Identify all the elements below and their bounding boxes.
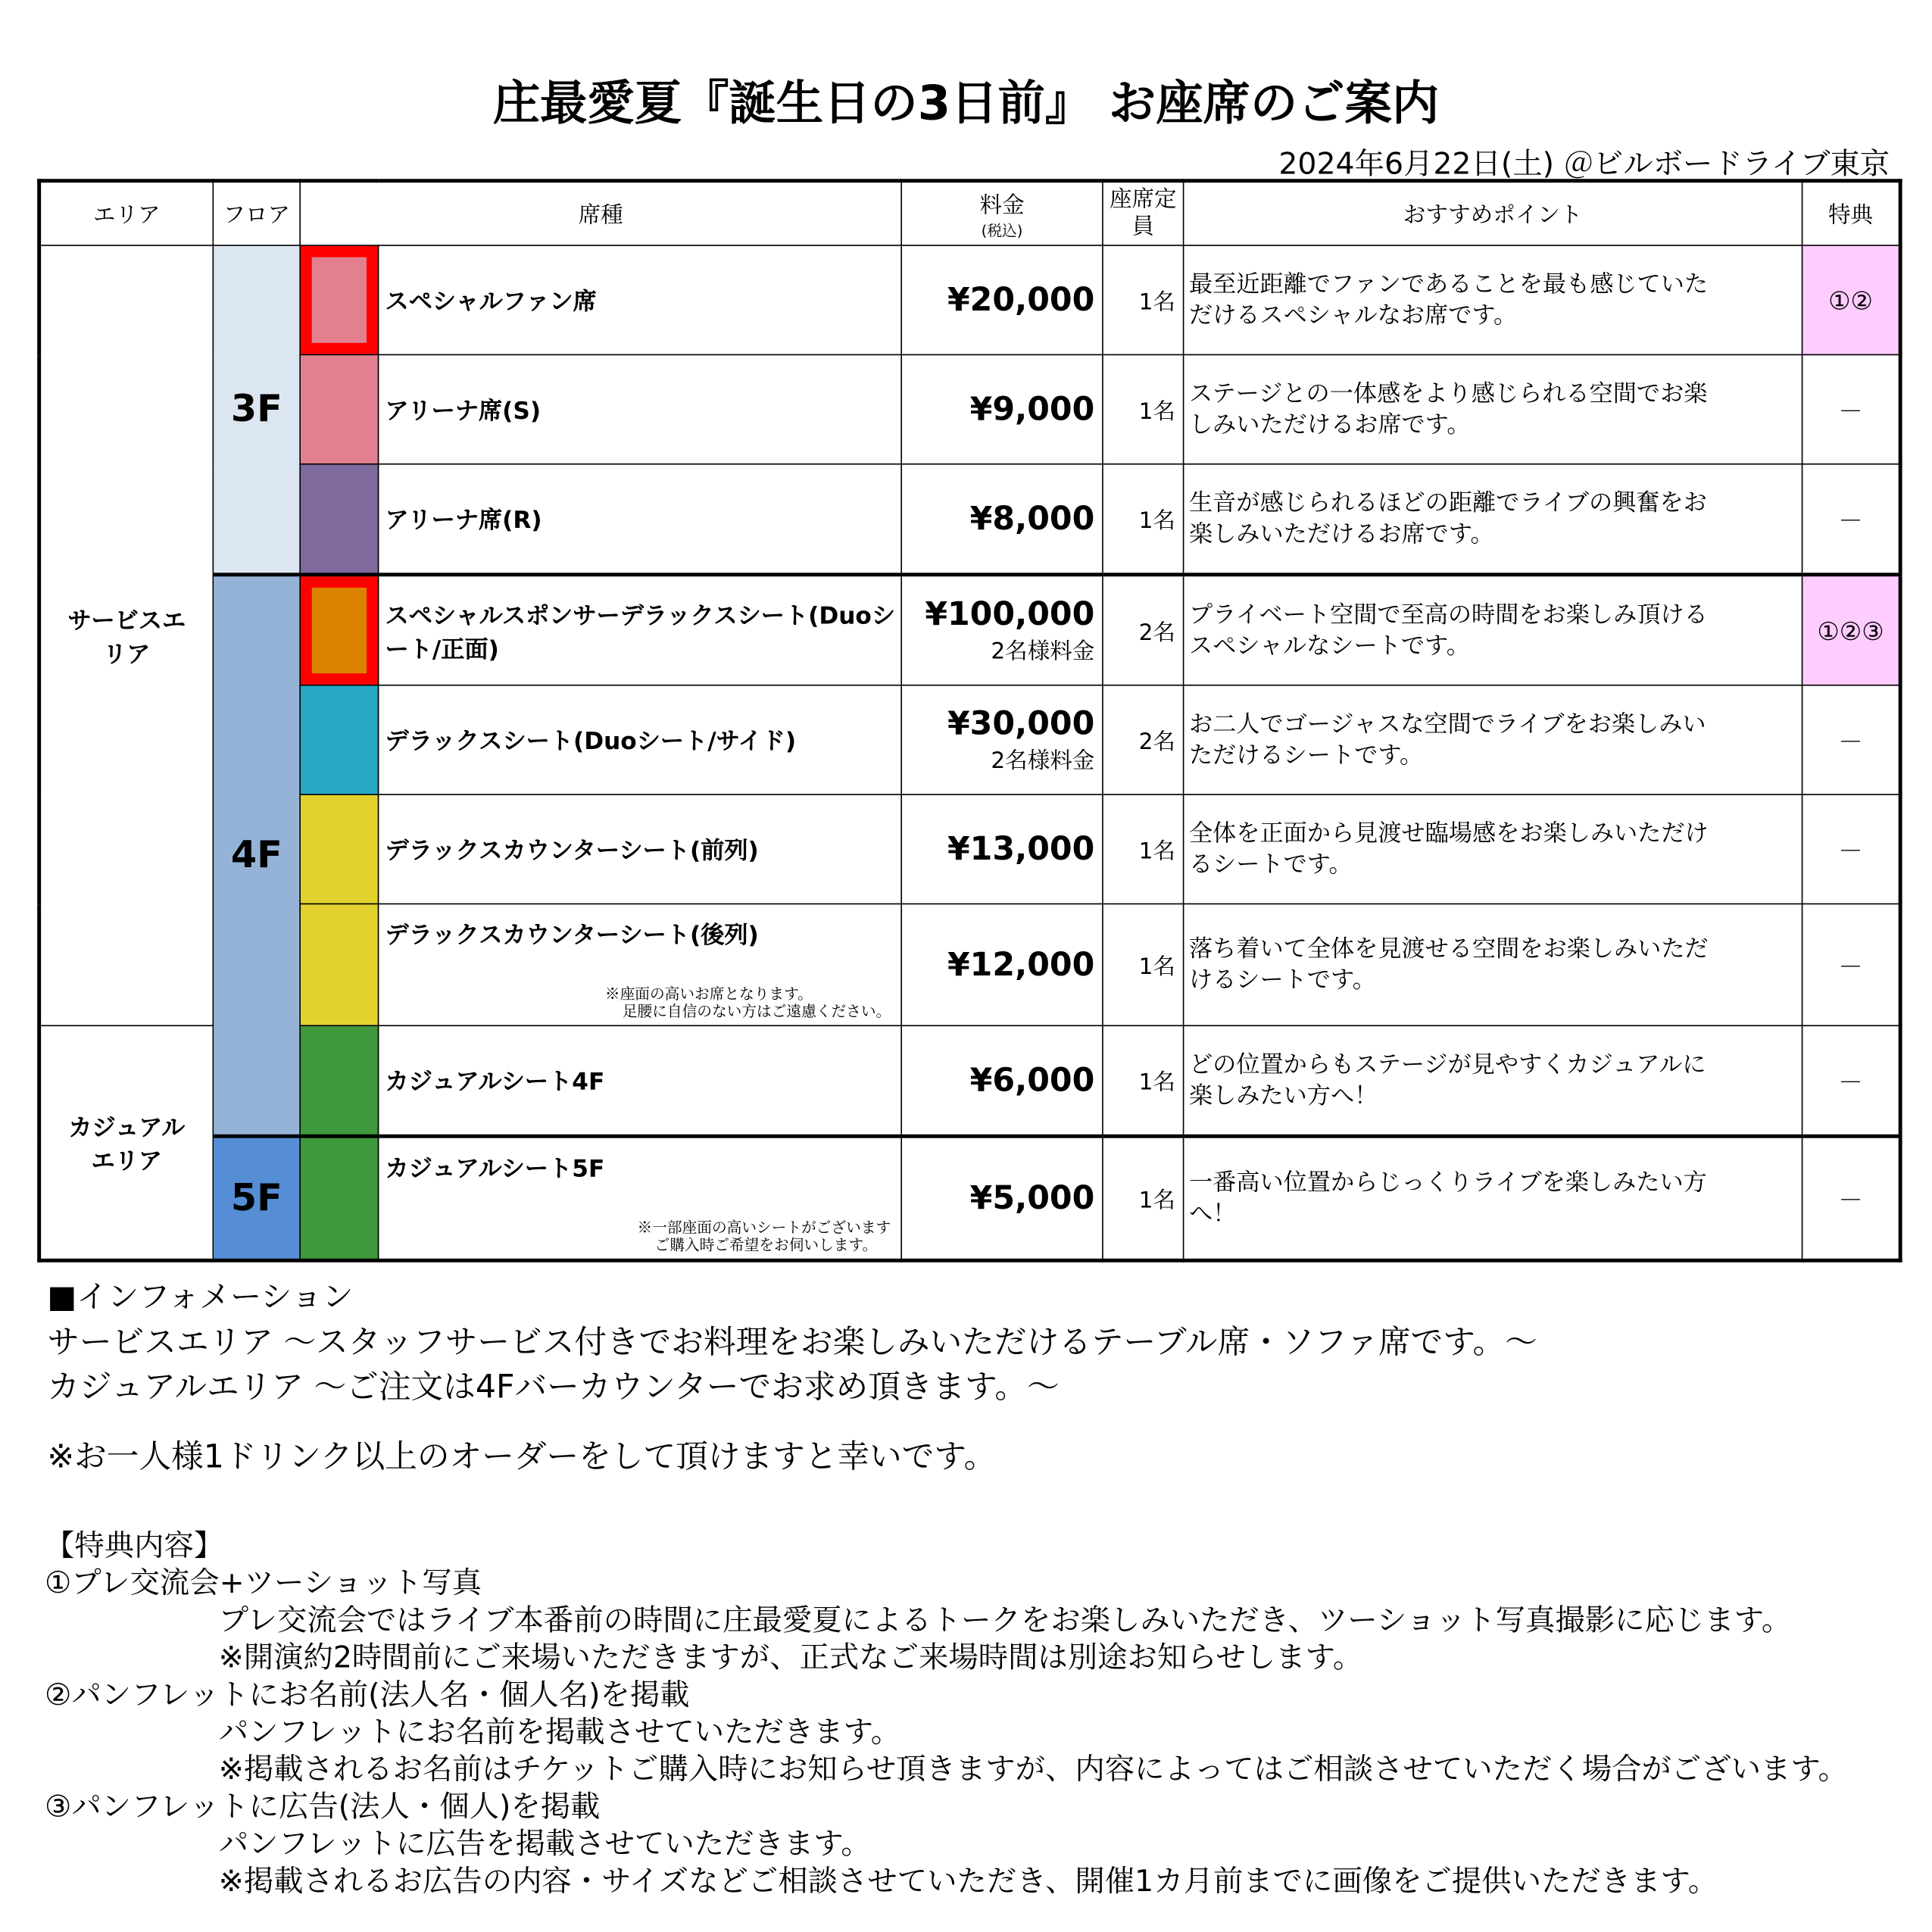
header-point: おすすめポイント (1184, 181, 1802, 245)
seat-capacity: 1名 (1103, 245, 1184, 354)
seat-type: アリーナ席(R) (379, 464, 902, 575)
seat-benefit: － (1802, 1136, 1901, 1260)
event-date-venue: 2024年6月22日(土) ＠ビルボードライブ東京 (1278, 146, 1890, 182)
page-title: 庄最愛夏『誕生日の3日前』 お座席のご案内 (492, 76, 1440, 131)
benefits-heading: 【特典内容】 (45, 1528, 224, 1563)
seat-type: アリーナ席(S) (379, 354, 902, 463)
table-header (39, 181, 1900, 245)
table-row (39, 464, 1900, 575)
seat-benefit: － (1802, 464, 1901, 575)
seat-price: ¥13,000 (901, 794, 1103, 904)
seat-point: お二人でゴージャスな空間でライブをお楽しみいただけるシートです。 (1184, 685, 1802, 794)
seat-point: 落ち着いて全体を見渡せる空間をお楽しみいただけるシートです。 (1184, 904, 1802, 1025)
seat-color-swatch (300, 685, 378, 794)
seat-type: カジュアルシート5F ※一部座面の高いシートがございます ご購入時ご希望をお伺いします。 (379, 1136, 902, 1260)
seat-color-swatch (300, 354, 378, 463)
table-row (39, 245, 1900, 354)
seat-benefit: ①② (1802, 245, 1901, 354)
seat-price: ¥12,000 (901, 904, 1103, 1025)
table-row (39, 1025, 1900, 1136)
seat-benefit: － (1802, 1025, 1901, 1136)
benefit-1-desc: プレ交流会ではライブ本番前の時間に庄最愛夏によるトークをお楽しみいただき、ツーショット写真撮影に応じます。 (218, 1603, 1792, 1638)
table-row (39, 794, 1900, 904)
info-note: ※お一人様1ドリンク以上のオーダーをして頂けますと幸いです。 (47, 1438, 997, 1476)
seat-benefit: ①②③ (1802, 575, 1901, 685)
seat-benefit: － (1802, 685, 1901, 794)
table-row (39, 575, 1900, 685)
seat-color-swatch (300, 245, 378, 354)
seat-benefit: － (1802, 904, 1901, 1025)
floor-4f: 4F (213, 575, 300, 1137)
seat-capacity: 1名 (1103, 464, 1184, 575)
seat-type: デラックスカウンターシート(後列) ※座面の高いお席となります。 足腰に自信のない方はご遠慮ください。 (379, 904, 902, 1025)
benefit-2-note: ※掲載されるお名前はチケットご購入時にお知らせ頂きますが、内容によってはご相談させていただく場合がございます。 (218, 1752, 1848, 1787)
seat-color-swatch (300, 1136, 378, 1260)
seat-point: 全体を正面から見渡せ臨場感をお楽しみいただけるシートです。 (1184, 794, 1802, 904)
header-capacity: 座席定員 (1103, 181, 1184, 245)
benefit-1-note: ※開演約2時間前にご来場いただきますが、正式なご来場時間は別途お知らせします。 (218, 1640, 1363, 1675)
seat-point: プライベート空間で至高の時間をお楽しみ頂けるスペシャルなシートです。 (1184, 575, 1802, 685)
info-line: サービスエリア ～スタッフサービス付きでお料理をお楽しみいただけるテーブル席・ソファ席です。～ (47, 1324, 1537, 1362)
seat-point: 生音が感じられるほどの距離でライブの興奮をお楽しみいただけるお席です。 (1184, 464, 1802, 575)
seat-point: 最至近距離でファンであることを最も感じていただけるスペシャルなお席です。 (1184, 245, 1802, 354)
table-row (39, 354, 1900, 463)
area-service: サービスエリア (39, 245, 214, 1025)
seat-type: カジュアルシート4F (379, 1025, 902, 1136)
info-heading: ■インフォメーション (47, 1278, 354, 1315)
seat-color-swatch (300, 575, 378, 685)
seat-point: 一番高い位置からじっくりライブを楽しみたい方へ！ (1184, 1136, 1802, 1260)
seat-note: ※一部座面の高いシートがございます ご購入時ご希望をお伺いします。 (637, 1219, 891, 1254)
header-price: 料金 (税込) (901, 181, 1103, 245)
seat-color-swatch (300, 904, 378, 1025)
seat-capacity: 1名 (1103, 1136, 1184, 1260)
seat-capacity: 1名 (1103, 354, 1184, 463)
seat-color-swatch (300, 1025, 378, 1136)
floor-3f: 3F (213, 245, 300, 575)
seat-benefit: － (1802, 354, 1901, 463)
table-row (39, 1136, 1900, 1260)
benefit-2-desc: パンフレットにお名前を掲載させていただきます。 (218, 1714, 901, 1749)
area-casual: カジュアルエリア (39, 1025, 214, 1260)
seat-type: スペシャルスポンサーデラックスシート(Duoシート/正面) (379, 575, 902, 685)
seat-color-swatch (300, 794, 378, 904)
info-line: カジュアルエリア ～ご注文は4Fバーカウンターでお求め頂きます。～ (47, 1369, 1060, 1407)
seat-table (37, 179, 1902, 1263)
header-benefit: 特典 (1802, 181, 1901, 245)
benefit-3-desc: パンフレットに広告を掲載させていただきます。 (218, 1826, 871, 1862)
seat-type: デラックスシート(Duoシート/サイド) (379, 685, 902, 794)
header-seat: 席種 (300, 181, 901, 245)
benefit-1-title: ①プレ交流会+ツーショット写真 (45, 1565, 482, 1600)
seat-capacity: 1名 (1103, 904, 1184, 1025)
floor-5f: 5F (213, 1136, 300, 1260)
seat-point: ステージとの一体感をより感じられる空間でお楽しみいただけるお席です。 (1184, 354, 1802, 463)
benefit-3-note: ※掲載されるお広告の内容・サイズなどご相談させていただき、開催1カ月前までに画像をご提供いただきます。 (218, 1863, 1718, 1899)
seat-price: ¥100,000 2名様料金 (901, 575, 1103, 685)
header-floor: フロア (213, 181, 300, 245)
header-area: エリア (39, 181, 214, 245)
seat-capacity: 2名 (1103, 685, 1184, 794)
table-row (39, 904, 1900, 1025)
seat-benefit: － (1802, 794, 1901, 904)
seat-color-swatch (300, 464, 378, 575)
benefit-3-title: ③パンフレットに広告(法人・個人)を掲載 (45, 1789, 601, 1824)
benefit-2-title: ②パンフレットにお名前(法人名・個人名)を掲載 (45, 1677, 690, 1712)
table-row (39, 685, 1900, 794)
seat-capacity: 1名 (1103, 1025, 1184, 1136)
seat-price: ¥6,000 (901, 1025, 1103, 1136)
seat-price: ¥20,000 (901, 245, 1103, 354)
seat-capacity: 2名 (1103, 575, 1184, 685)
seat-type: スペシャルファン席 (379, 245, 902, 354)
seat-type: デラックスカウンターシート(前列) (379, 794, 902, 904)
seat-price: ¥30,000 2名様料金 (901, 685, 1103, 794)
seat-price: ¥9,000 (901, 354, 1103, 463)
seat-capacity: 1名 (1103, 794, 1184, 904)
seat-price: ¥8,000 (901, 464, 1103, 575)
seat-note: ※座面の高いお席となります。 足腰に自信のない方はご遠慮ください。 (604, 985, 891, 1020)
seat-price: ¥5,000 (901, 1136, 1103, 1260)
seat-point: どの位置からもステージが見やすくカジュアルに楽しみたい方へ！ (1184, 1025, 1802, 1136)
